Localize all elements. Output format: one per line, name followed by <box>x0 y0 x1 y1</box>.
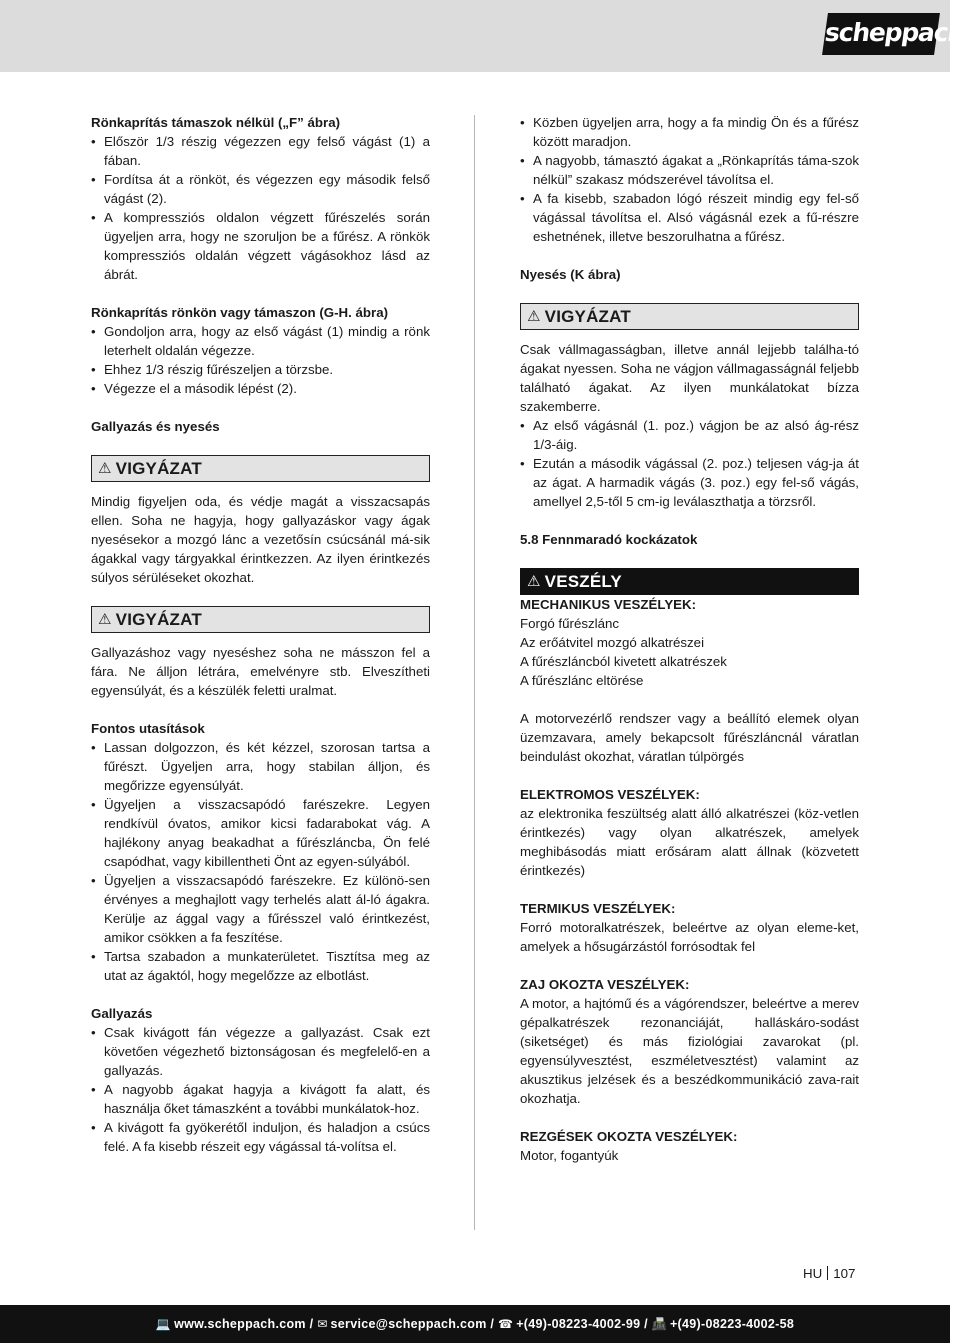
list-item: • A nagyobb, támasztó ágakat a „Rönkaprítás táma-szok nélkül” szakasz módszerével távolítsa el. <box>520 151 859 189</box>
list-item: • Lassan dolgozzon, és két kézzel, szorosan tartsa a fűrészt. Ügyeljen arra, hogy stabilan álljon, és megőrizze egyensúlyát. <box>91 738 430 795</box>
column-divider <box>474 115 475 1230</box>
hazard-line: A fűrészláncból kivetett alkatrészek <box>520 654 727 669</box>
caution-label: VIGYÁZAT <box>115 610 202 629</box>
danger-box <box>520 568 859 595</box>
list-item: • Csak kivágott fán végezze a gallyazást. Csak ezt követően végezhető biztonságosan és megfelelő-en a gallyazás. <box>91 1023 430 1080</box>
hazard-heading: ZAJ OKOZTA VESZÉLYEK: <box>520 977 690 992</box>
hazard-paragraph: A motorvezérlő rendszer vagy a beállító elemek olyan üzemzavara, amely bekapcsolt fűrészláncnál váratlan beindulást okozhat, váratlan túlpörgés <box>520 711 859 764</box>
bullet-list <box>91 322 430 398</box>
fax-icon: 📠 <box>651 1317 667 1331</box>
section-title: Rönkaprítás rönkön vagy támaszon (G-H. ábra) <box>91 305 389 320</box>
section-title: Nyesés (K ábra) <box>520 267 621 282</box>
warning-triangle-icon: ⚠ <box>527 573 541 590</box>
hazard-line: A fűrészlánc eltörése <box>520 673 644 688</box>
bullet-list <box>91 1023 430 1156</box>
page-header <box>0 0 967 72</box>
hazard-paragraph: Forró motoralkatrészek, beleértve az olyan eleme-ket, amelyek a hősugárzástól forrósodtak fel <box>520 920 859 954</box>
left-column <box>91 113 430 1156</box>
hazard-heading: TERMIKUS VESZÉLYEK: <box>520 901 676 916</box>
warning-triangle-icon: ⚠ <box>98 460 112 477</box>
hazard-paragraph: Motor, fogantyúk <box>520 1148 619 1163</box>
list-item: • A kivágott fa gyökerétől induljon, és haladjon a csúcs felé. A fa kisebb részeit egy vágással tá-volítsa el. <box>91 1118 430 1156</box>
list-item: • Végezze el a második lépést (2). <box>91 379 430 398</box>
language-code: HU <box>803 1266 823 1281</box>
section-title: Fontos utasítások <box>91 721 205 736</box>
hazard-heading: REZGÉSEK OKOZTA VESZÉLYEK: <box>520 1129 738 1144</box>
list-item: • Tartsa szabadon a munkaterületet. Tisztítsa meg az utat az ágaktól, hogy megelőzze az elbotlást. <box>91 947 430 985</box>
page-number <box>803 1264 855 1283</box>
hazard-line: Az erőátvitel mozgó alkatrészei <box>520 635 705 650</box>
email-icon: ✉ <box>317 1317 328 1331</box>
hazard-heading: MECHANIKUS VESZÉLYEK: <box>520 597 697 612</box>
list-item: • Fordítsa át a rönköt, és végezzen egy második felső vágást (2). <box>91 170 430 208</box>
hazard-line: Forgó fűrészlánc <box>520 616 620 631</box>
footer-fax: +(49)-08223-4002-58 <box>669 1317 795 1331</box>
bullet-list <box>520 113 859 246</box>
phone-icon: ☎ <box>497 1317 514 1331</box>
caution-box <box>91 455 430 482</box>
bullet-list <box>520 416 859 511</box>
list-item: • Az első vágásnál (1. poz.) vágjon be az alsó ág-rész 1/3-áig. <box>520 416 859 454</box>
bullet-list <box>91 132 430 284</box>
section-title: 5.8 Fennmaradó kockázatok <box>520 532 698 547</box>
brand-logo: scheppach <box>822 13 940 55</box>
list-item: • A fa kisebb, szabadon lógó részeit mindig egy fel-ső vágással távolítsa el. Alsó vágásnál ezek a fű-részre eshetnének, illetve beszorulhatna a fűrész. <box>520 189 859 246</box>
list-item: • Ügyeljen a visszacsapódó farészekre. Legyen rendkívül óvatos, amikor kicsi fadarabokat vág. A hajlékony anyag beakadhat a fűrészláncba, Ön felé csapódhat, vagy kibillentheti Önt az egyen-súlyából. <box>91 795 430 871</box>
caution-text: Csak vállmagasságban, illetve annál lejjebb találha-tó ágakat nyessen. Soha ne vágjon vállmagasságnál feljebb található ágakat. Az ilyen munkálatokat bízza szakemberre. <box>520 342 859 414</box>
right-column <box>520 113 859 1165</box>
list-item: • Közben ügyeljen arra, hogy a fa mindig Ön és a fűrész között maradjon. <box>520 113 859 151</box>
list-item: • A kompressziós oldalon végzett fűrészelés során ügyeljen arra, hogy ne szoruljon be a fűrész. A rönkök kompressziós oldalán végzett vágásokhoz lásd az ábrát. <box>91 208 430 284</box>
danger-label: VESZÉLY <box>544 572 622 591</box>
footer-website: www.scheppach.com / <box>174 1317 314 1331</box>
hazard-heading: ELEKTROMOS VESZÉLYEK: <box>520 787 700 802</box>
caution-box <box>91 606 430 633</box>
list-item: • Először 1/3 részig végezzen egy felső vágást (1) a fában. <box>91 132 430 170</box>
list-item: • Ügyeljen a visszacsapódó farészekre. Ez különö-sen érvényes a meghajlott vagy terhelés alatt ál-ló ágakra. Kerülje az ággal vagy a fűrésszel való érintkezést, amikor csökken a fa feszítése. <box>91 871 430 947</box>
caution-label: VIGYÁZAT <box>115 459 202 478</box>
section-title: Rönkaprítás támaszok nélkül („F” ábra) <box>91 115 341 130</box>
footer-phone: +(49)-08223-4002-99 / <box>516 1317 648 1331</box>
caution-box <box>520 303 859 330</box>
page-number-value: 107 <box>833 1266 856 1281</box>
footer-email: service@scheppach.com / <box>330 1317 495 1331</box>
hazard-paragraph: A motor, a hajtómű és a vágórendszer, beleértve a merev gépalkatrészek rezonanciáját, halláskáro-sodást (siketséget) és más fiziológiai zavarokat (pl. egyensúlyvesztést, eszméletvesztést) valamint az akusztikus jelzések és a beszédkommunikáció zava-rait okozhatja. <box>520 996 859 1106</box>
caution-text: Gallyazáshoz vagy nyeséshez soha ne másszon fel a fára. Ne álljon létrára, emelvényre stb. Elveszítheti egyensúlyát, és a készülék feletti uralmat. <box>91 645 430 698</box>
list-item: • A nagyobb ágakat hagyja a kivágott fa alatt, és használja őket támaszként a további munkálatok-hoz. <box>91 1080 430 1118</box>
list-item: • Ehhez 1/3 részig fűrészeljen a törzsbe. <box>91 360 430 379</box>
section-title: Gallyazás és nyesés <box>91 419 220 434</box>
warning-triangle-icon: ⚠ <box>98 611 112 628</box>
computer-icon: 💻 <box>155 1317 172 1331</box>
list-item: • Gondoljon arra, hogy az első vágást (1) mindig a rönk leterhelt oldalán végezze. <box>91 322 430 360</box>
caution-label: VIGYÁZAT <box>544 307 631 326</box>
section-title: Gallyazás <box>91 1006 153 1021</box>
hazard-paragraph: az elektronika feszültség alatt álló alkatrészei (köz-vetlen érintkezés) vagy olyan alkatrészek, amelyek meghibásodás miatt erősáram alatt állnak (közvetett érintkezés) <box>520 806 859 878</box>
caution-text: Mindig figyeljen oda, és védje magát a visszacsapás ellen. Soha ne hagyja, hogy gallyazáskor vagy ágak nyesésekor a mozgó lánc a vezetősín csúcsánál má-sik ágakkal vagy tárgyakkal érintkezzen. Az ilyen érintkezés súlyos sérüléseket okozhat. <box>91 494 430 585</box>
page-footer <box>0 1305 950 1343</box>
warning-triangle-icon: ⚠ <box>527 308 541 325</box>
list-item: • Ezután a második vágással (2. poz.) teljesen vág-ja át az ágat. A harmadik vágás (3. poz.) egy fel-ső vágás, amellyel 2,5-től 5 cm-ig leválaszthatja a törzsről. <box>520 454 859 511</box>
bullet-list <box>91 738 430 985</box>
